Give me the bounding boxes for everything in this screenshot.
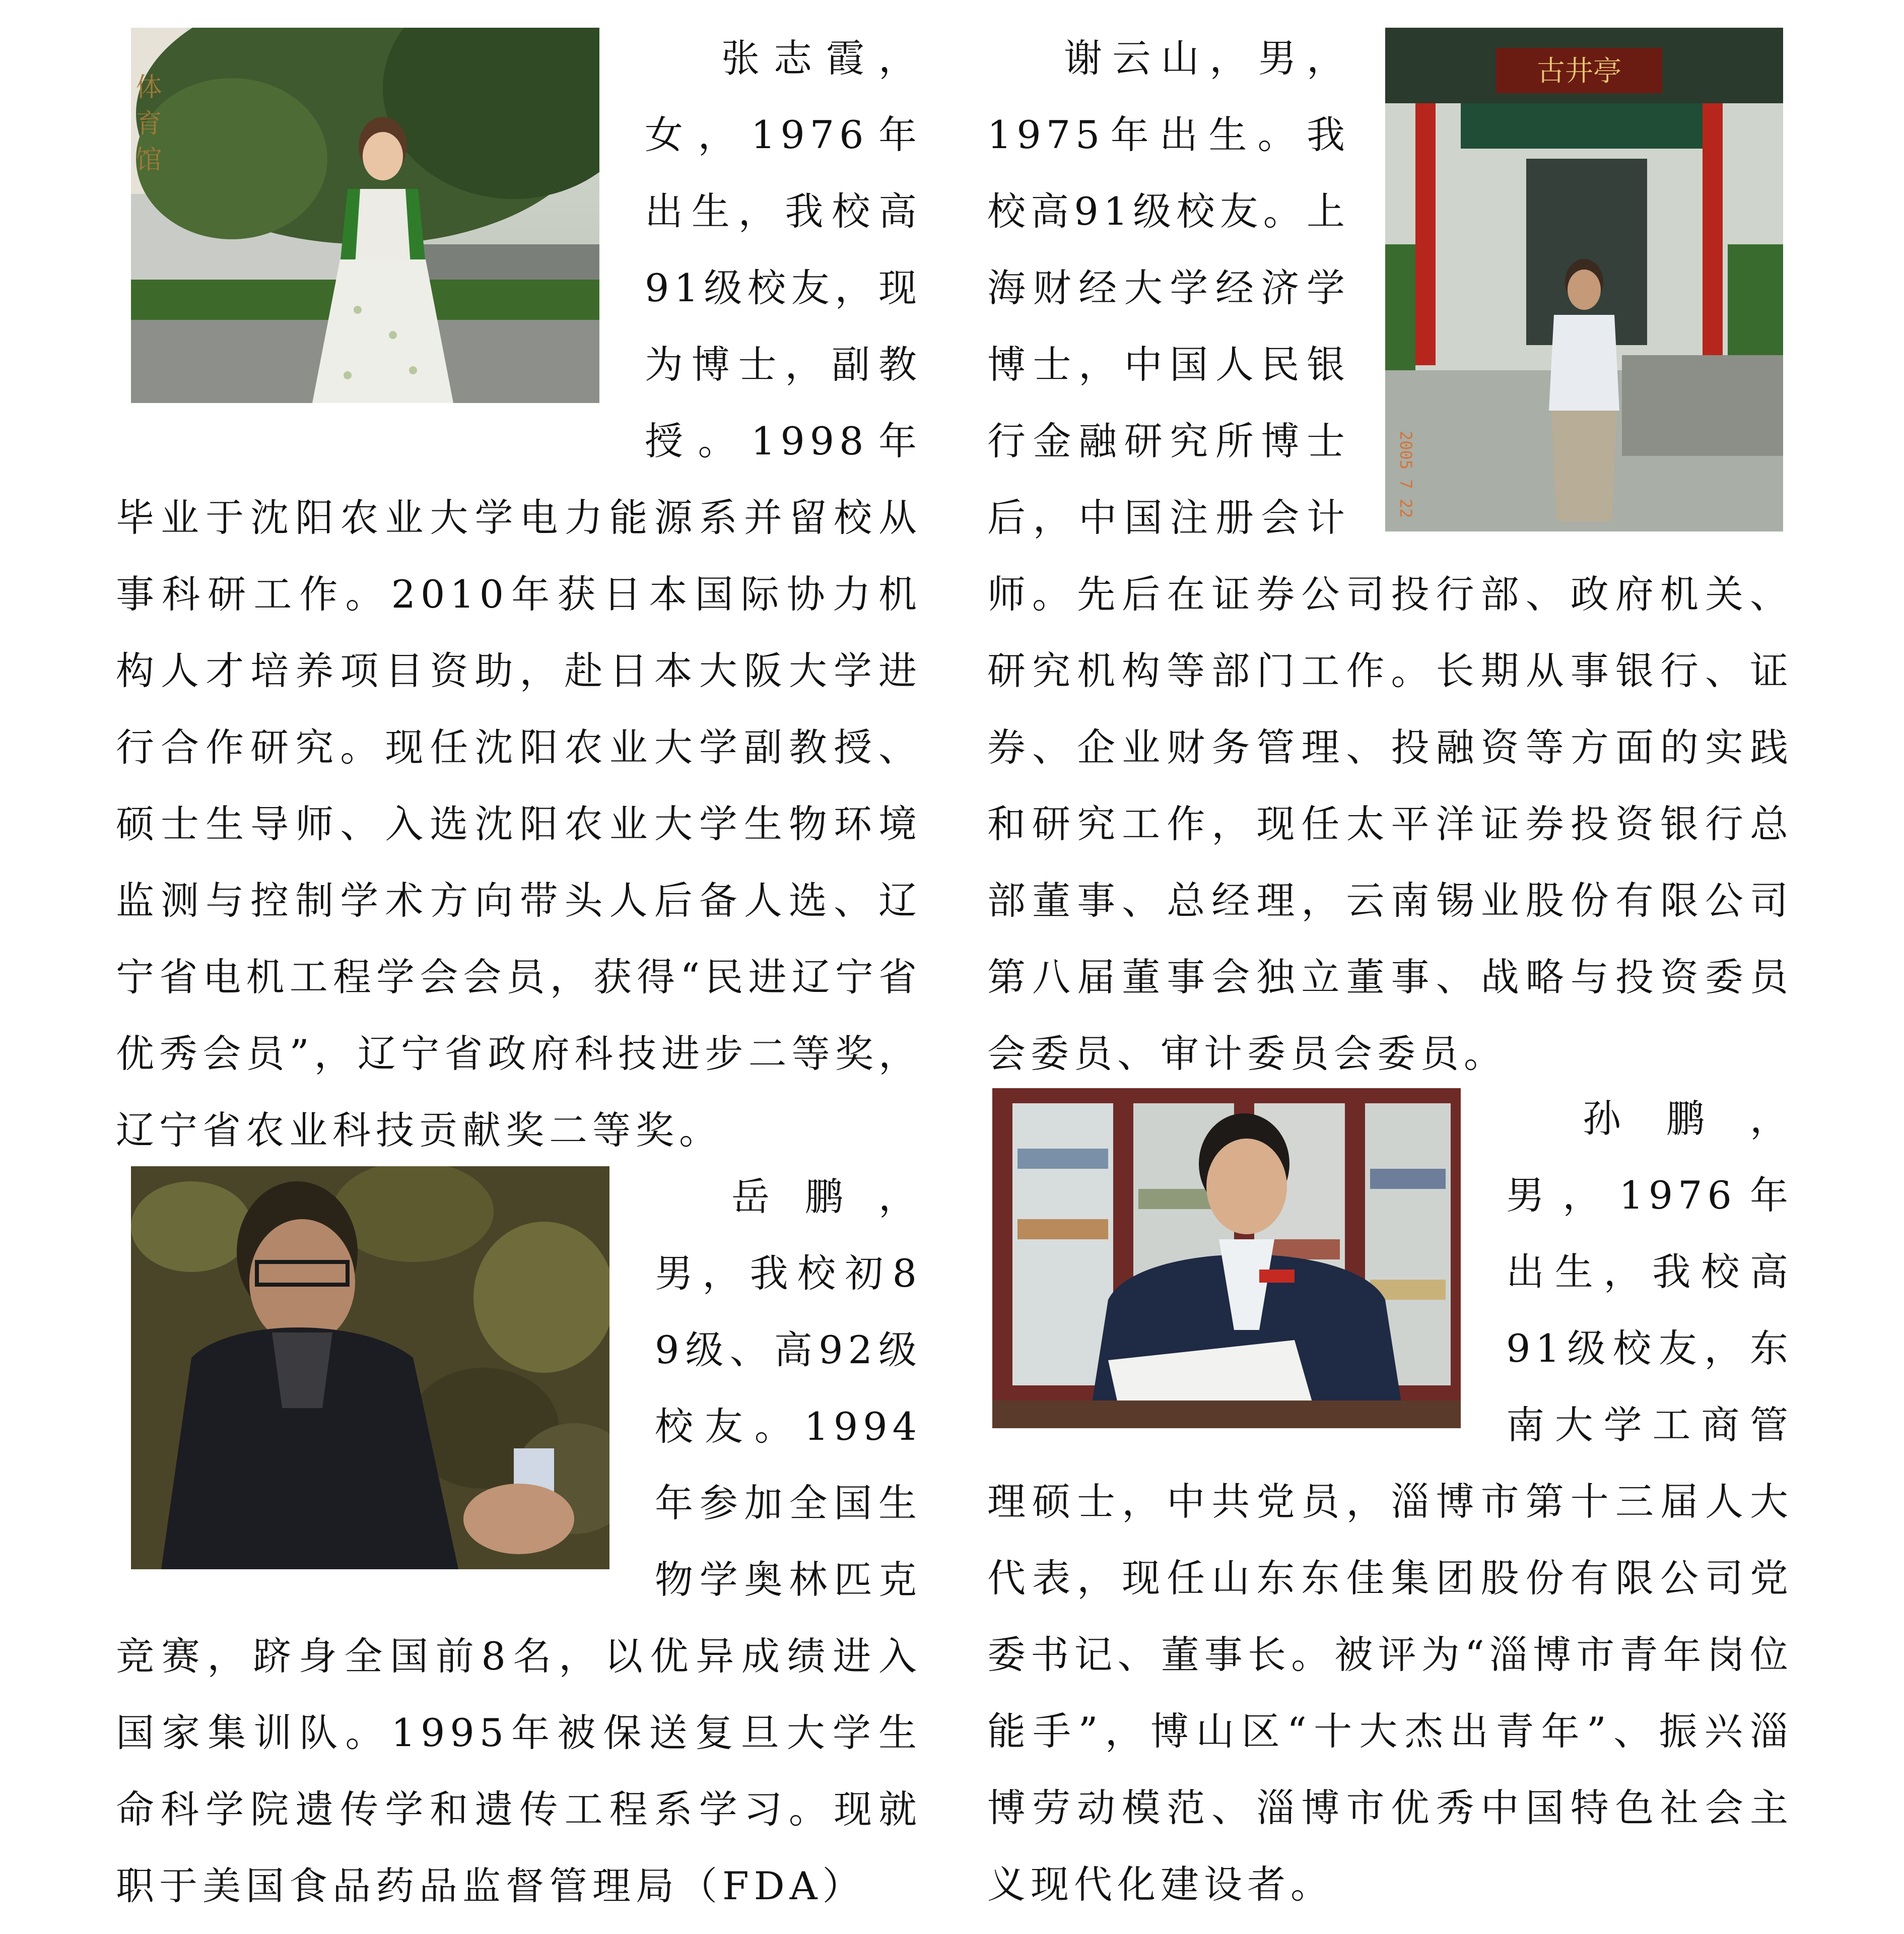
- photo-man-seated-foliage: [131, 1166, 609, 1569]
- profile-sun-peng: [987, 1081, 1793, 1923]
- photo-man-at-desk: [992, 1088, 1461, 1428]
- building-signage: 体育馆: [131, 73, 161, 182]
- profile-photo: [1385, 28, 1783, 531]
- profile-bio: 张志霞，女，1976年出生，我校高91级校友，现为博士，副教授。1998年毕业于沈阳农业大学电力能源系并留校从事科研工作。2010年获日本国际协力机构人才培养项目资助，赴日本大阪大学进行合作研究。现任沈阳农业大学副教授、硕士生导师、入选沈阳农业大学生物环境监测与控制学术方向带头人后备人选、辽宁省电机工程学会会员，获得“民进辽宁省优秀会员”，辽宁省政府科技进步二等奖，辽宁省农业科技贡献奖二等奖。: [116, 36, 922, 1153]
- photo-man-at-pavilion: [1385, 28, 1783, 531]
- profile-xie-yunshan: [987, 20, 1793, 1092]
- profile-zhang-zhixia: [116, 20, 922, 1169]
- profile-photo: [992, 1088, 1461, 1428]
- profile-bio: 孙鹏，男，1976年出生，我校高91级校友，东南大学工商管理硕士，中共党员，淄博市第十三届人大代表，现任山东东佳集团股份有限公司党委书记、董事长。被评为“淄博市青年岗位能手”，博山区“十大杰出青年”、振兴淄博劳动模范、淄博市优秀中国特色社会主义现代化建设者。: [987, 1096, 1793, 1907]
- profile-yue-peng: [116, 1159, 922, 1924]
- photo-datestamp: 2005 7 22: [1396, 431, 1415, 518]
- profile-bio: 谢云山，男，1975年出生。我校高91级校友。上海财经大学经济学博士，中国人民银行金融研究所博士后，中国注册会计师。先后在证券公司投行部、政府机关、研究机构等部门工作。长期从事银行、证券、企业财务管理、投融资等方面的实践和研究工作，现任太平洋证券投资银行总部董事、总经理，云南锡业股份有限公司第八届董事会独立董事、战略与投资委员会委员、审计委员会委员。: [987, 36, 1793, 1076]
- profile-photo: [131, 1166, 609, 1569]
- profile-bio: 岳鹏，男，我校初89级、高92级校友。1994年参加全国生物学奥林匹克竞赛，跻身全国前8名，以优异成绩进入国家集训队。1995年被保送复旦大学生命科学院遗传学和遗传工程系学习。现就职于美国食品药品监督管理局（FDA）: [116, 1174, 922, 1908]
- profile-photo: [131, 28, 599, 403]
- photo-woman-standing-outdoors: [131, 28, 599, 403]
- pavilion-plaque: 古井亭: [1537, 55, 1621, 88]
